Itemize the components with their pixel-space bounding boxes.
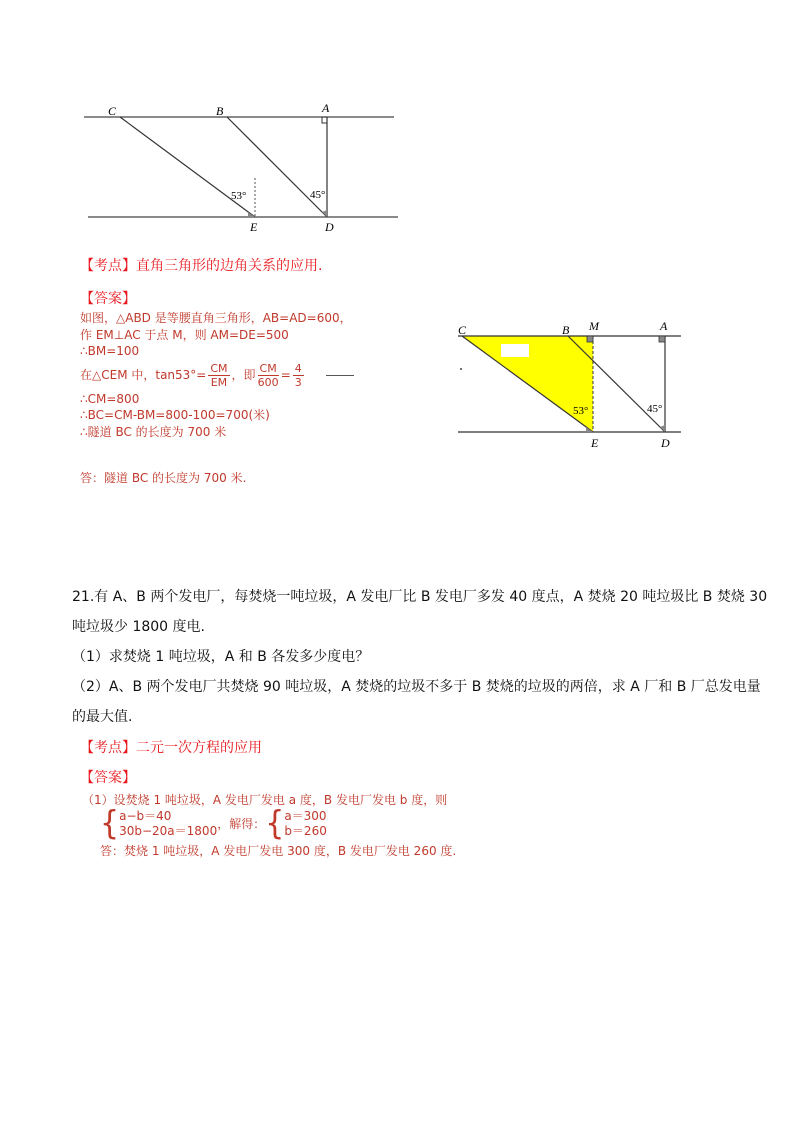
figure-solution-diagram bbox=[455, 318, 685, 453]
label-D: D bbox=[325, 220, 334, 234]
right-angle-mark-A bbox=[322, 117, 327, 123]
highlight-gap bbox=[501, 344, 529, 357]
kaodian-1-text: 直角三角形的边角关系的应用. bbox=[136, 258, 323, 274]
label-A-2: A bbox=[660, 319, 668, 333]
answer-1-body bbox=[80, 310, 440, 440]
right-angle-mark-A-2 bbox=[659, 336, 665, 342]
fraction-cm-em-den: EM bbox=[210, 375, 228, 389]
solution-2: b＝260 bbox=[284, 823, 327, 838]
solve-text: ，解得： bbox=[217, 816, 266, 831]
answer-1-final: 答：隧道 BC 的长度为 700 米. bbox=[80, 471, 247, 485]
label-C: C bbox=[108, 104, 117, 118]
answer-2-heading bbox=[80, 767, 136, 787]
question-21-part-1: （1）求焚烧 1 吨垃圾，A 和 B 各发多少度电？ bbox=[72, 649, 370, 665]
label-A: A bbox=[322, 101, 330, 115]
label-B: B bbox=[216, 104, 224, 118]
angle-label-45: 45° bbox=[310, 189, 326, 201]
dash-line bbox=[326, 375, 354, 376]
label-E: E bbox=[250, 220, 258, 234]
fraction-4-3-num: 4 bbox=[294, 361, 302, 375]
answer-2-final: 答：焚烧 1 吨垃圾，A 发电厂发电 300 度，B 发电厂发电 260 度. bbox=[100, 843, 457, 858]
kaodian-2 bbox=[80, 737, 262, 757]
label-C-2: C bbox=[458, 323, 467, 337]
answer-1-line-3: ∴BM=100 bbox=[80, 344, 140, 358]
equation-1: a−b＝40 bbox=[119, 808, 172, 823]
kaodian-1 bbox=[80, 255, 322, 275]
answer-1-heading bbox=[80, 288, 136, 308]
question-21 bbox=[72, 582, 772, 732]
answer-2-system bbox=[100, 803, 562, 843]
fraction-cm-600-num: CM bbox=[259, 361, 277, 375]
answer-1-line-6: ∴BC=CM-BM=800-100=700(米) bbox=[80, 408, 270, 422]
kaodian-2-text: 二元一次方程的应用 bbox=[136, 740, 262, 756]
question-21-part-2-line-1: （2）A、B 两个发电厂共焚烧 90 吨垃圾，A 焚烧的垃圾不多于 B 焚烧的垃圾的两倍，求 A 厂和 B 厂总发电量 bbox=[72, 679, 761, 695]
answer-1-line-2: 作 EM⊥AC 于点 M，则 AM=DE=500 bbox=[80, 327, 289, 342]
kaodian-2-bracket: 【考点】 bbox=[80, 740, 136, 756]
fraction-4-3-den: 3 bbox=[294, 375, 302, 389]
angle-label-53: 53° bbox=[231, 190, 247, 202]
fraction-4-3 bbox=[293, 362, 304, 389]
answer-1-line-1: 如图，△ABD 是等腰直角三角形，AB=AD=600， bbox=[80, 311, 352, 325]
fraction-cm-em-num: CM bbox=[210, 361, 228, 375]
answer-1-line-7: ∴隧道 BC 的长度为 700 米 bbox=[80, 424, 227, 439]
equation-2: 30b−20a＝1800 bbox=[119, 823, 218, 838]
brace-left-1: { bbox=[100, 803, 120, 843]
segment-BD bbox=[227, 117, 327, 217]
answer-2-line-1: （1）设焚烧 1 吨垃圾，A 发电厂发电 a 度，B 发电厂发电 b 度，则 bbox=[82, 793, 448, 807]
fraction-cm-em bbox=[208, 362, 229, 389]
tan-prefix: 在△CEM 中，tan53°= bbox=[80, 367, 207, 382]
answer-1-bracket: 【答案】 bbox=[80, 291, 136, 307]
fraction-cm-600-den: 600 bbox=[257, 375, 279, 389]
right-angle-mark-M bbox=[587, 336, 593, 342]
answer-2-bracket: 【答案】 bbox=[80, 770, 136, 786]
segment-CE bbox=[120, 117, 255, 217]
question-21-part-2-line-2: 的最大值. bbox=[72, 709, 133, 725]
fraction-cm-600 bbox=[258, 362, 279, 389]
small-dot bbox=[460, 368, 462, 370]
question-21-line-2: 吨垃圾少 1800 度电. bbox=[72, 619, 205, 635]
label-E-2: E bbox=[591, 436, 599, 450]
tan-eq: = bbox=[280, 367, 291, 382]
brace-left-2: { bbox=[265, 803, 285, 843]
label-B-2: B bbox=[562, 323, 570, 337]
angle-label-45-2: 45° bbox=[647, 403, 663, 415]
answer-1-line-5: ∴CM=800 bbox=[80, 391, 140, 406]
tan-mid: ，即 bbox=[231, 367, 256, 382]
solution-1: a＝300 bbox=[284, 808, 327, 823]
solution-system bbox=[284, 809, 327, 839]
answer-1-line-4 bbox=[80, 362, 440, 389]
angle-label-53-2: 53° bbox=[573, 405, 589, 417]
figure-tunnel-diagram bbox=[80, 100, 400, 235]
question-21-line-1: 21.有 A、B 两个发电厂，每焚烧一吨垃圾，A 发电厂比 B 发电厂多发 40 度点，A 焚烧 20 吨垃圾比 B 焚烧 30 bbox=[72, 589, 768, 605]
label-D-2: D bbox=[661, 436, 670, 450]
label-M-2: M bbox=[589, 319, 599, 333]
answer-2-body bbox=[82, 792, 562, 859]
kaodian-1-bracket: 【考点】 bbox=[80, 258, 136, 274]
equation-system bbox=[119, 809, 217, 839]
